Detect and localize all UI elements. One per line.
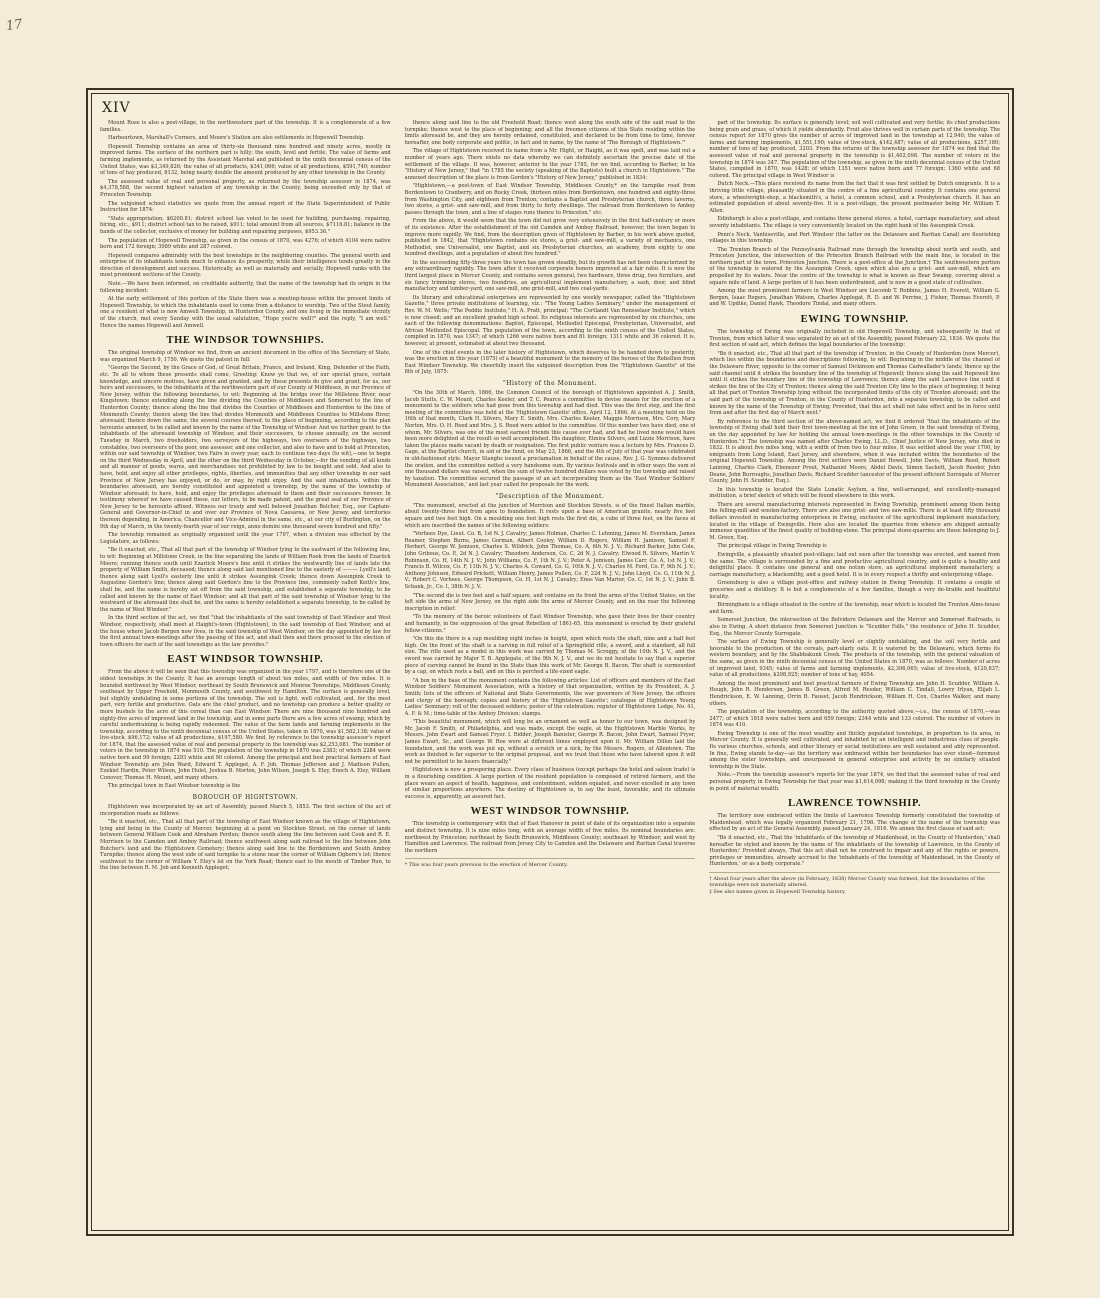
section-heading: LAWRENCE TOWNSHIP.: [788, 798, 922, 810]
body-paragraph: "On the 30th of March, 1866, the Common Council of the borough of Hightstown appointed A. J. Smith, Jacob Stults, C. W. Mount, Charles Keeler, and T. C. Pearce a committee to devise means for the erection of a monument to the soldiers who had gone from this township and had died. This was the first step, and the first meeting of the committee was held at the 'Hightstown Gazette' office, April 12, 1866. At a meeting held on the 16th of that month, Clark H. Silvers, Mary E. Smith, Mrs. Charles Keeler, Maggie Morrison, Mrs. Cory, Mary Norton, Mrs. O. H. Reed and Mrs. J. S. Reed were added to the committee. Of this number two have died, one of whom, Mr. Silvers, was one of the most earnest friends this cause ever had, and had he lived none would have been more delighted at the result so well accomplished. His daughter, Elmira Silvers, and Lizzie Morrison, have taken the places made vacant by death or resignation. The first public venture was a lecture by Mrs. Frances D. Gage, at the Baptist church, in aid of the fund, on May 23, 1866, and the 4th of July of that year was celebrated in old-fashioned style. Mayor Stanghs issued a proclamation in behalf of the cause, Rev. J. G. Symmes delivered the oration, and the committee netted a very handsome sum. By various festivals and in other ways the sum of one thousand dollars was raised, when the sum of twelve hundred dollars was voted by the township and raised by taxation. The committee secured the passage of an act incorporating them as the 'East Windsor Soldiers' Monument Association,' and last year called for proposals for the work.: [404, 389, 696, 489]
body-paragraph: "The second die is two feet and a half square, and contains on its front the arms of the United States, on the left side the arms of New Jersey, on the right side the arms of Mercer County, and on the rear the following inscription in relief:: [404, 592, 696, 612]
body-paragraph: "State appropriation, $6200.81; district school tax voted to be used for building, purchasing, repairing, hiring, etc., $911; district school tax to be raised, $911; total amount from all sources, $7116.81; balance in the hands of the collector, exclusive of money for building and repairing purposes, $953.36.": [100, 215, 391, 235]
body-paragraph: This township is contemporary with that of East Hanover in point of date of its organization into a separate and distinct township. It is nine miles long, with an average width of five miles. Its nominal boundaries are: northwest by Princeton; northeast by South Brunswick, Middlesex County; southeast by Windsor; and west by Hamilton and Lawrence. The railroad from Jersey City to Camden and the Delaware and Raritan Canal traverse the northern: [404, 821, 696, 854]
body-paragraph: Hopewell Township contains an area of thirty-six thousand nine hundred and ninety acres, mostly in improved farms. The surface of the northern part is hilly; the south, level and fertile. The value of farms and farming implements, as returned by the Assistant Marshal and published in the ninth decennial census of the United States, was $3,349,826; the value of all products, $341,066; value of all productions, $591,740; number of tons of hay produced, 8132, being nearly double the amount produced by any other township in the County.: [100, 143, 391, 177]
column-middle: [405, 120, 696, 1220]
subsection-heading: BOROUGH OF HIGHTSTOWN.: [192, 794, 299, 802]
footnote: * This was four years previous to the erection of Mercer County.: [405, 858, 696, 868]
body-paragraph: The township of Ewing was originally included in old Hopewell Township, and subsequently in that of Trenton, from which latter it was separated by an act of the Assembly, passed February 22, 1834. We quote the first section of said act, which defines the legal boundaries of the township:: [709, 329, 1000, 349]
body-paragraph: "On this die there is a cap moulding eight inches in height, upon which rests the shaft, nine and a half feet high. On the front of the shaft is a carving in full relief of a Springfield rifle, a sword, and a standard, all full size. The rifle used as a model in this work was carried by Thomas M. Scroggy, of the 10th N. J. V., and the sword was carried by Major T. B. Applegate, of the 9th N. J. V., and we do not hesitate to say that a superior piece of carving cannot be found in the State than this work of Mr. George B. Bacon. The shaft is surmounted by a cap, on which rests a ball, and on this is perched a life-sized eagle.: [404, 636, 696, 676]
body-paragraph: In this township is located the State Lunatic Asylum, a fine, well-arranged, and excellently-managed institution, a brief sketch of which will be found elsewhere in this work.: [709, 486, 1000, 500]
body-paragraph: Hopewell compares admirably with the best townships in the neighboring counties. The general worth and enterprise of its inhabitants tends much to enhance its prosperity, while their intelligence tends greatly in the direction of development and success. Historically, as well as materially and socially, Hopewell ranks with the most prominent sections of the County.: [100, 252, 391, 279]
body-paragraph: Dutch Neck.—This place received its name from the fact that it was first settled by Dutch emigrants. It is a thriving little village, pleasantly situated in the centre of a fine agricultural country. It contains one general store, a wheelwright-shop, a blacksmith's, a hotel, a common school, and a Presbyterian church. It has an estimated population of about seventy-five. It is a post-village, the present postmaster being Mr. William T. Allen.: [709, 181, 1000, 214]
body-paragraph: "To the memory of the heroic volunteers of East Windsor Township, who gave their lives for their country and humanity, in the suppression of the great Rebellion of 1861-65, this monument is erected by their grateful fellow-citizens.": [404, 614, 696, 634]
section-heading: WEST WINDSOR TOWNSHIP.: [470, 806, 630, 818]
body-paragraph: Edinburgh is also a post-village, and contains three general stores, a hotel, carriage manufactory, and about seventy inhabitants. The village is very conveniently located on the right bank of the Assunpink Creek.: [709, 216, 1000, 229]
body-paragraph: Mount Rose is also a post-village, in the northwestern part of the township. It is a conglomerate of a few families.: [100, 120, 391, 133]
subsection-heading: "Description of the Monument.: [495, 492, 605, 500]
body-paragraph: The subjoined school statistics we quote from the annual report of the State Superintendent of Public Instruction for 1874:: [100, 200, 391, 214]
column-left: [100, 120, 391, 1220]
body-paragraph: One of the chief events in the later history of Hightstown, which deserves to be handed down to posterity, was the erection in this year (1875) of a beautiful monument to the memory of the heroes of the Rebellion from East Windsor Township. We cheerfully insert the subjoined description from the "Hightstown Gazette" of the 8th of July, 1875:: [404, 349, 696, 376]
body-paragraph: part of the township. Its surface is generally level; soil well cultivated and very fertile; its chief productions being grain and grass, of which it yields abundantly. Fruit also thrives well in certain parts of the township. The census report for 1870 gives the number of acres of improved land in the township at 12,940; the value of farms and farming implements, $1,551,190; value of live-stock, $142,487; value of all productions, $257,180; number of tons of hay produced, 3203. From the returns of the township assessor for 1874 we find that the assessed value of real and personal property in the township is $1,402,098. The number of voters in the township in 1874 was 347. The population of the township, as given in the ninth decennial census of the United States, compiled in 1870, was 1428; of which 1351 were native born and 77 foreign; 1360 white and 68 colored. The principal village in West Windsor is: [709, 120, 1000, 179]
column-right: [709, 120, 1000, 1220]
body-paragraph: "George the Second, by the Grace of God, of Great Britain, France, and Ireland, King, Defender of the Faith, etc. To all to whom these presents shall come, Greeting: Know ye that we, of our special grace, certain knowledge, and sincere motives, have given and granted, and by these presents do give and grant, for us, our heirs and successors, to the inhabitants of the northwestern part of our County of Middlesex, in our Province of New Jersey, within the following boundaries, to wit: Beginning at the bridge over the Millstone River, near Kingstown; thence extending along the line dividing the Counties of Middlesex and Somerset to the line of Hunterdon County; thence along the line that divides the Counties of Middlesex and Hunterdon to the line of Monmouth County; thence along the line that divides Monmouth and Middlesex Counties to Millstone River, aforesaid; thence down the same, the several courses thereof, to the place of beginning, according to the plan hereunto annexed, to be called and known by the name of the Township of Windsor. And we further grant to the inhabitants of the aforesaid township of Windsor, and their successors, to choose annually, on the second Tuesday in March, two freeholders, two surveyors of the highways, two overseers of the highways, two constables, two overseers of the poor, one assessor, and one collector, and also to have and to hold at Princeton, within our said township of Windsor, two Fairs in every year, each to continue two days (to wit),—one to begin on the third Wednesday in April, and the other on the third Wednesday in October,—for the vending of all kinds and all manner of goods, wares, and merchandises not prohibited by law to be bought and sold. And also to have, hold, and enjoy all other privileges, rights, liberties, and immunities that any other township in our said Province of New Jersey has enjoyed, or do, or may, by right enjoy. And the said inhabitants, within the boundaries aforesaid, are hereby constituted and appointed a township, by the name of the township of Windsor aforesaid; to have, hold, and enjoy the privileges aforesaid to them and their successors forever. In testimony whereof we have caused these, our letters, to be made patent, and the great seal of our Province of New Jersey to be hereunto affixed. Witness our trusty and well beloved Jonathan Belcher, Esq., our Captain-General and Governor-in-Chief in and over our Province of Nova Caesarea, or New Jersey, and territories thereon depending, in America, Chancellor and Vice-Admiral in the same, etc., at our city of Burlington, on the 9th day of March, in the twenty-fourth year of our reign, anno domini one thousand seven hundred and fifty.": [100, 365, 391, 530]
body-paragraph: The territory now embraced within the limits of Lawrence Township formerly constituted the township of Maidenhead, which was legally organized February 21, 1798. The change of the name of the township was effected by an act of the General Assembly, passed January 24, 1816. We annex the first clause of said act:: [709, 813, 1000, 833]
body-paragraph: Somerset Junction, the intersection of the Belvidere Delaware and the Mercer and Somerset Railroads, is also in Ewing. A short distance from Somerset Junction is "Scudder Falls," the residence of John H. Scudder, Esq., the Mercer County Surrogate.: [709, 617, 1000, 637]
body-paragraph: "Vorhees Dye, Lieut. Co. B, 1st N. J. Cavalry; James Holman, Charles C. Lehming, James M. Evernham, James Reamer, Stephen Burns, James Gorman, Albert Cooley, William D. Rogers, William H. Jamison, Samuel F. Herbert, George W. Jemison, Charles S. Wildrick, John Thomas, Co. A, 6th N. J. V.; Richard Barker, John Cole, John Gribous, Co. E, 2d N. J. Cavalry; Theodore Anderson, Co. C, 2d N. J. Cavalry; Elwood R. Silvers, Martin V. Robinson, Co. H, 14th N. J. V.; John Williams, Co. F, 1th N. J. V.; Peter A. Jemison, James Carr, Co. A, 1st N. J. V.; Francis B. Wilcox, Co. F, 11th N. J. V.; Charles A. Coward, Co. G, 10th N. J. V.; Charles M. Ford, Co. F, 9th N. J. V.; Anthony Johnson, Edward Prickett, William Henry, James Pullen, Co. F, 22d N. J. V.; John Lloyd, Co. G, 11th N. J. V.; Robert C. Vorhees, George Thompson, Co. H, 1st N. J. Cavalry; Enos Van Marter, Co. C, 1st N. J. V.; John B. Schank, Jr., Co. I, 38th N. J. V.: [404, 531, 696, 590]
body-paragraph: Note.—From the township assessor's reports for the year 1874, we find that the assessed value of real and personal property in Ewing Township for that year was $1,614,098; making it the third township in the County in point of material wealth.: [709, 772, 1000, 792]
body-paragraph: Birmingham is a village situated in the centre of the township, near which is located the Trenton Alms-house and farm.: [709, 602, 1000, 615]
body-paragraph: Among the most prominent and best practical farmers of Ewing Township are John H. Scudder, William A. Hough, John R. Henderson, James B. Green, Alfred M. Reeder, William C. Tindall, Lowry Irlyan, Elijah L. Hendrickson, E. W. Lanning, Orrin B. Fauset, Jacob Hendrickson, William H. Cox, Charles Walker, and many others.: [709, 680, 1000, 707]
body-paragraph: Hightstown was incorporated by an act of Assembly, passed March 5, 1853. The first section of the act of incorporation reads as follows:: [100, 804, 391, 817]
body-paragraph: Ewing Township is one of the most wealthy and thickly populated townships, in proportion to its area, in Mercer County. It is generally well cultivated, and inhabited by an intelligent and industrious class of people. Its various churches, schools, and other literary or social institutions are well sustained and ably represented. In fine, Ewing stands to-day—as the territory was embraced within her boundaries has ever stood—foremost among the sister townships, and unsurpassed in general enterprise and activity by no similarly situated township in the State.: [709, 730, 1000, 770]
body-paragraph: Harbourtown, Marshall's Corners, and Moore's Station are also settlements in Hopewell Township.: [108, 135, 365, 142]
body-paragraph: Hightstown is now a prospering place. Every class of business (except perhaps the hotel and saloon trade) is in a flourishing condition. A large portion of the resident population is composed of retired farmers, and the place wears an aspect of health, happiness, and contentment, seldom equaled, and never excelled in any town of similar proportions anywhere. The destiny of Hightstown is, to say the least, favorable, and its ultimate success is, apparently, an assured fact.: [404, 767, 696, 800]
footnote: ‡ See also names given in Hopewell Township history.: [709, 888, 846, 895]
text-columns: [100, 120, 1000, 1220]
body-paragraph: There are several manufacturing interests represented in Ewing Township, prominent among them being the felling-mill and woolen-factory. There are also one grist- and two saw-mills. There is at least fifty thousand dollars invested in manufacturing enterprises in Ewing, exclusive of the agricultural implement manufactory, located in the village of Ewingville. Here also are located the quarries from whence are shipped annually immense quantities of the finest quality of building-stone. The principal stone-quarries are those belonging to J. M. Green, Esq.: [709, 501, 1000, 541]
body-paragraph: In the succeeding fifty-three years the town has grown steadily, but its growth has not been characterized by any extraordinary rapidity. The town after it received corporate honors improved at a fair ratio. It is now the third largest place in Mercer County, and contains seven general, two hardware, three drug, two furniture, and six fancy trimming stores, two foundries, an agricultural implement manufactory, a sash, door, and blind manufactory and lumber-yard, one saw-mill, one grist-mill, and two coal-yards.: [404, 259, 696, 293]
section-heading: EAST WINDSOR TOWNSHIP.: [167, 654, 324, 666]
body-paragraph: "Be it enacted, etc., That all that part of the township of Windsor lying to the eastward of the following line, to wit: Beginning at Millstone Creek, in the line separating the lands of William Rook from the lands of Ezariick Moore; running thence south until Ezariick Moore's line until it strikes the westwardly line of lands late the property of William Smith, deceased; thence along said last mentioned line to the easterly of ——— Lyell's land; thence along said Lyell's easterly line until it strikes Assunpink Creek; thence down Assunpink Creek to Augustine Gordon's line; thence along said Gordon's line to the Province line, commonly called Keith's line, shall be, and the same is hereby set off from the said township, and established a separate township, to be called and known by the name of East Windsor; and all that part of the said township of Windsor lying to the westward of the aforesaid line shall be, and the same is hereby established a separate township, to be called by the name of West Windsor.": [100, 547, 391, 613]
body-paragraph: From the above, it would seem that the town did not grow very extensively in the first half-century or more of its existence. After the establishment of the old Camden and Amboy Railroad, however, the town began to improve more rapidly. We find, from the description given of Hightstown by Barber, in his work above quoted, published in 1842, that "Hightstown contains six stores, a grist- and saw-mill, a variety of mechanics, one Methodist, one Universalist, one Baptist, and six Presbyterian churches, an academy, from eighty to one hundred dwellings, and a population of about five hundred.": [404, 218, 696, 258]
body-paragraph: The principal village in Ewing Township is: [717, 543, 827, 550]
page-sheet: [86, 88, 1014, 1236]
body-paragraph: Among the most prominent farmers in West Windsor are Liscomb T. Robbins, James H. Everett, William G. Bergen, Isaac Rogers, Jonathan Watson, Charles Applegat, R. D. and W. Perrine, J. Fisher, Thomas Everett, P. and W. Updike, Daniel Hawk, Theodore Tindal, and many others.: [709, 288, 1000, 308]
body-paragraph: thence along said line to the old Freehold Road; thence west along the south side of the said road to the turnpike; thence west to the place of beginning; and all the freemen citizens of this State residing within the limits aforesaid be, and they are hereby ordained, constituted, and declared to be from time to time, forever hereafter, one body corporate and politic, in fact and in name, by the name of 'The Borough of Hightstown.'": [404, 120, 696, 146]
body-paragraph: Its literary and educational enterprises are represented by one weekly newspaper, called the "Hightstown Gazette," three private institutions of learning, viz.: "The Young Ladies Seminary," under the management of Rev. W. M. Wells; "The Peddie Institute," H. A. Pratt, principal; "The Cortlandt Van Rensselaer Institute," which is now closed; and an excellent graded high school. Its religious interests are represented by six churches, one each of the following denominations: Baptist, Episcopal, Methodist Episcopal, Presbyterian, Universalist, and African Methodist Episcopal. The population of the town, according to the ninth census of the United States, compiled in 1870, was 1347; of which 1266 were native born and 81 foreign; 1311 white and 36 colored. It is, however, at present, estimated at about two thousand.: [404, 294, 696, 347]
body-paragraph: The principal town in East Windsor township is the: [108, 783, 241, 790]
body-paragraph: The original township of Windsor we find, from an ancient document in the office of the Secretary of State, was organized March 9, 1750. We quote the patent in full:: [100, 350, 391, 363]
body-paragraph: "Be it enacted, etc., That all that part of the township of Trenton, in the County of Hunterdon (now Mercer), which lies within the boundaries and descriptions following, to wit: Beginning in the middle of the channel of the Delaware River, opposite to the corner of Samuel Dickinson and Thomas Cadwallader's lands; thence up the said channel until it strikes the boundary line of the township of Hopewell; thence along the said Hopewell line until it strikes the boundary line of the township of Lawrence; thence along the said Lawrence line until it strikes the line of the City of Trenton; thence along the said Trenton City line to the place of beginning; it being all that part of Trenton Township lying without the incorporated limits of the city of Trenton aforesaid; and the said part of the township of Trenton, in the County of Hunterdon, into a separate township, to be called and known by the name of the Township of Ewing; Provided, that this act shall not take effect and be in force until from and after the first day of March next.": [709, 350, 1000, 417]
body-paragraph: "This beautiful monument, which will long be an ornament as well as honor to our town, was designed by Mr. Jacob F. Smith, of Philadelphia, and was made, except the eagle, at the Hightstown Marble Works, by Messrs. John Ewart and Samuel Fryer. I. Ridder, Joseph Banister, George R. Bacon, John Ewart, Samuel Fryer, James Ewart, Sr., and George W. Roe were at different times employed upon it. Mr. William Dillon laid the foundation, and the work was put up, without a scratch or a nick, by the Messrs. Rogers, of Allentown. The work as finished is far superior to the original proposal, and we trust that those who have labored upon it will not be permitted to be losers financially.": [404, 719, 696, 765]
body-paragraph: The village of Hightstown received its name from a Mr. Hight, or Haight, as it was spelt, and was laid out a number of years ago. There exists no data whereby we can definitely ascertain the precise date of the settlement of the village. It was, however, anterior to the year 1785, for we find, according to Barber, in his "History of New Jersey," that "in 1785 the society (speaking of the Baptists) built a church in Hightstown." The annexed description of the place is from Gordon's "History of New Jersey," published in 1834:: [404, 148, 696, 181]
body-paragraph: The Trenton Branch of the Pennsylvania Railroad runs through the township about north and south, and Princeton Junction, the intersection of the Princeton Branch Railroad with the main line, is located in the northern part of the town. Princeton Junction. There is a post-office at the Junction.† The southwestern portion of the township is watered by the Assunpink Creek, upon which also are a grist- and saw-mill, which are propelled by its waters. Near the centre of the township is what is known as Bear Swamp, covering about a square mile of land. A large portion of it has been underdrained, and is now in a good state of cultivation.: [709, 246, 1000, 286]
body-paragraph: The population of the township, according to the authority quoted above,—i.e., the census of 1870,—was 2477; of which 1818 were native born and 659 foreign; 2344 white and 133 colored. The number of voters in 1874 was 410.: [709, 709, 1000, 729]
body-paragraph: The population of Hopewell Township, as given in the census of 1870, was 4276; of which 4104 were native born and 172 foreign; 3989 white and 287 colored.: [100, 237, 391, 251]
section-heading: EWING TOWNSHIP.: [800, 314, 909, 326]
body-paragraph: Note.—We have been informed, on creditable authority, that the name of the township had its origin in the following incident:: [100, 281, 391, 294]
body-paragraph: Penn's Neck, Vanhiseville, and Port Windsor (the latter on the Delaware and Raritan Canal) are flourishing villages in this township.: [709, 231, 1000, 245]
body-paragraph: At the early settlement of this portion of the State there was a meeting-house within the present limits of Hopewell Township, to which the inhabitants used to come from a distance to worship. Two of the Stout family, one a resident of what is now Amwell Township, in Hunterdon County, and one living in the immediate vicinity of the church, met every Sunday with the usual salutation, "Hope you're well?" and the reply, "I am well." Hence the names Hopewell and Amwell.: [100, 296, 391, 329]
body-paragraph: The assessed value of real and personal property, as returned by the township assessor in 1874, was $4,378,588, the second highest valuation of any township in the County, being exceeded only by that of Princeton Township.: [100, 178, 391, 198]
body-paragraph: "The monument, erected at the junction of Morrison and Stockton Streets, is of the finest Italian marble, about twenty-three feet from apex to foundation. It rests upon a base of American granite, nearly five feet square and two feet high. On a moulding one foot high rests the first die, a cube of three feet, on the faces of which are inscribed the names of the following soldiers:: [404, 502, 696, 529]
body-paragraph: Ewingville, a pleasantly situated post-village; laid out soon after the township was erected, and named from the same. The village is surrounded by a fine and productive agricultural country, and is quite a healthy and delightful place. It contains one general and one notion store, an agricultural implement manufactory, a carriage manufactory, a blacksmithy, and a good hotel. It is in every respect a thrifty and enterprising village.: [709, 552, 1000, 578]
page-number: XIV: [102, 100, 131, 116]
corner-catalog-mark: 17: [5, 16, 24, 35]
body-paragraph: The township remained as originally organized until the year 1797, when a division was effected by the Legislature, as follows:: [100, 532, 391, 545]
body-paragraph: "Be it enacted, etc., That all that part of the township of East Windsor known as the village of Hightstown, lying and being in the County of Mercer, beginning at a point on Stockton Street, on the corner of lands between General William Cook and Abraham Perdun; thence south along the line between said Cook and R. E. Morrison to the Camden and Amboy Railroad; thence southwest along said railroad to the line between John Butcher's land and the Hightstown Cemetery; thence along said line to the Bordentown and South Amboy Turnpike; thence along the west side of said turnpike to a stone near the corner of William Ogborn's lot; thence southwest to the corner of William Y. Eley's lot on the York Road; thence east to the mouth of Timber Run, to the line between R. M. Job and Kenneth Appleget;: [100, 819, 391, 872]
body-paragraph: "Hightstown,—a post-town of East Windsor Township, Middlesex County,* on the turnpike road from Bordentown to Cranberry, and on Rocky Creek, thirteen miles from Bordentown, one hundred and eighty-three from Washington City, and eighteen from Trenton; contains a Baptist and Presbyterian church, three taverns, two stores, a grist- and saw-mill, and from thirty to forty dwellings. The railroad from Bordentown to Amboy passes through the town, and a line of stages runs thence to Princeton," etc.: [404, 183, 696, 216]
body-paragraph: The surface of Ewing Township is generally level or slightly undulating, and the soil very fertile and favorable to the production of the cereals, part-ularly oats. It is watered by the Delaware, which forms its western boundary, and by the Shabbakunk Creek. The products of the township, with the general valuation of the same, as given in the ninth decennial census of the United States in 1870, was as follows: Number of acres of improved land, 9345; value of farms and farming implements, $2,306,065; value of live-stock, $129,837; value of all productions, $298,925; number of tons of hay, 4054.: [709, 639, 1000, 679]
body-paragraph: "A box in the base of the monument contains the following articles: List of officers and members of the East Windsor Soldiers' Monument Association, with a history of that organization, written by its President, A. J. Smith; lists of the officers of National and State Governments, the war governors of New Jersey, the officers and clergy of the borough; copies and history of the 'Hightstown Gazette'; catalogue of Hightstown Young Ladies' Seminary; roll of the deceased soldiers; poster of the celebration; register of Hightstown Lodge, No. 41, A. F. & M.; time-table of the Amboy Division; stamps.: [404, 677, 696, 717]
body-paragraph: By reference to the third section of the above-named act, we find it ordered "that the inhabitants of the township of Ewing shall hold their first town-meeting at the inn of John Green, in the said township of Ewing, on the day appointed by law for holding the annual town-meetings in the other townships in the County of Hunterdon."‡ The township was named after Charles Ewing, LL.D., Chief Justice of New Jersey, who died in 1832. It is about five miles long, with a width of from two to four miles. It was settled about the year 1700, by emigrants from Long Island, East Jersey, and elsewhere, when it was included within the boundaries of the original Hopewell Township. Among the first settlers were Daniel Howell, John Davis, William Reed, Robert Lanning, Charles Clark, Ebenezer Prout, Nathaniel Moore, Abdel Davis, Simon Sackett, Jacob Reeder, John Deane, John Burroughs, Jonathan Davis, Richard Scudder (ancestor of the present efficient Surrogate of Mercer County, John H. Scudder, Esq.).: [709, 418, 1000, 485]
body-paragraph: In the third section of the act, we find "that the inhabitants of the said township of East Windsor and West Windsor, respectively, shall meet at Haight's-town (Hightstown), in the said township of East Windsor, and at the house where Jacob Bergen now lives, in the said township of West Windsor, on the day appointed by law for the first annual town-meetings after the passing of this act, and shall then and there proceed to the election of town officers for each of the said townships as the law provides.": [100, 615, 391, 648]
body-paragraph: Greensburg is also a village post-office and railway station in Ewing Township. It contains a couple of groceries and a distillery. It is but a conglomerate of a few families, though a very de-lirable and healthful locality.: [709, 580, 1000, 600]
footnote: † About four years after the above (in February, 1838) Mercer County was formed, but the boundaries of the townships were not materially altered.: [709, 872, 1000, 889]
subsection-heading: "History of the Monument.: [502, 379, 598, 387]
section-heading: THE WINDSOR TOWNSHIPS.: [166, 335, 325, 347]
body-paragraph: From the above it will be seen that this township was organized in the year 1797, and is therefore one of the oldest townships in the County. It has an average length of about ten miles, and width of five miles. It is bounded northwest by West Windsor, northeast by South Brunswick and Monroe Townships, Middlesex County, southeast by Upper Freehold, Monmouth County, and southwest by Hamilton. The surface is generally level, but slightly undulating in some portions of the township. The soil is light, well cultivated, and, for the most part, very fertile and productive. Oats are the chief product, and no township can produce a better quality or more bushels to the acre of this cereal than can East Windsor. There are nine thousand nine hundred and eighty-five acres of improved land in the township, and in some parts there are a few acres of swamp, which by careful underdraining is being rapidly redeemed. The value of the farm lands and farming implements in the township, according to the ninth decennial census of the United States, taken in 1870, was $1,582,138; value of live-stock, $96,172; value of all productions, $197,580. We find, by reference to the township assessor's report for 1874, that the assessed value of real and personal property in the township was $2,253,081. The number of voters in the township in 1874 was 510. The population of the township in 1870 was 2383; of which 2284 were native born and 99 foreign; 2293 white and 90 colored. Among the principal and best practical farmers of East Windsor Township are John Ward, Edward T. Appleget, A. F. Job, Thomas Jefferson and J. Madison Pullen, Ezekiel Hardin, Peter Wilson, John Hulet, Joshua B. Morton, John Wilson, Joseph S. Eley, Enoch A. Eley, William Conover, Thomas H. Mount, and many others.: [100, 669, 391, 781]
body-paragraph: "Be it enacted, etc., That the 'inhabitants of the township of Maidenhead, in the County of Hunterdon,' shall hereafter be styled and known by the name of 'the inhabitants of the township of Lawrence, in the County of Hunterdon;' Provided always, That this act shall not be construed to impair and any of the rights or powers, privileges or immunities, already accrued to the 'inhabitants of the township of Maidenhead, in the County of Hunterdon,' or as a body corporate.": [709, 835, 1000, 868]
